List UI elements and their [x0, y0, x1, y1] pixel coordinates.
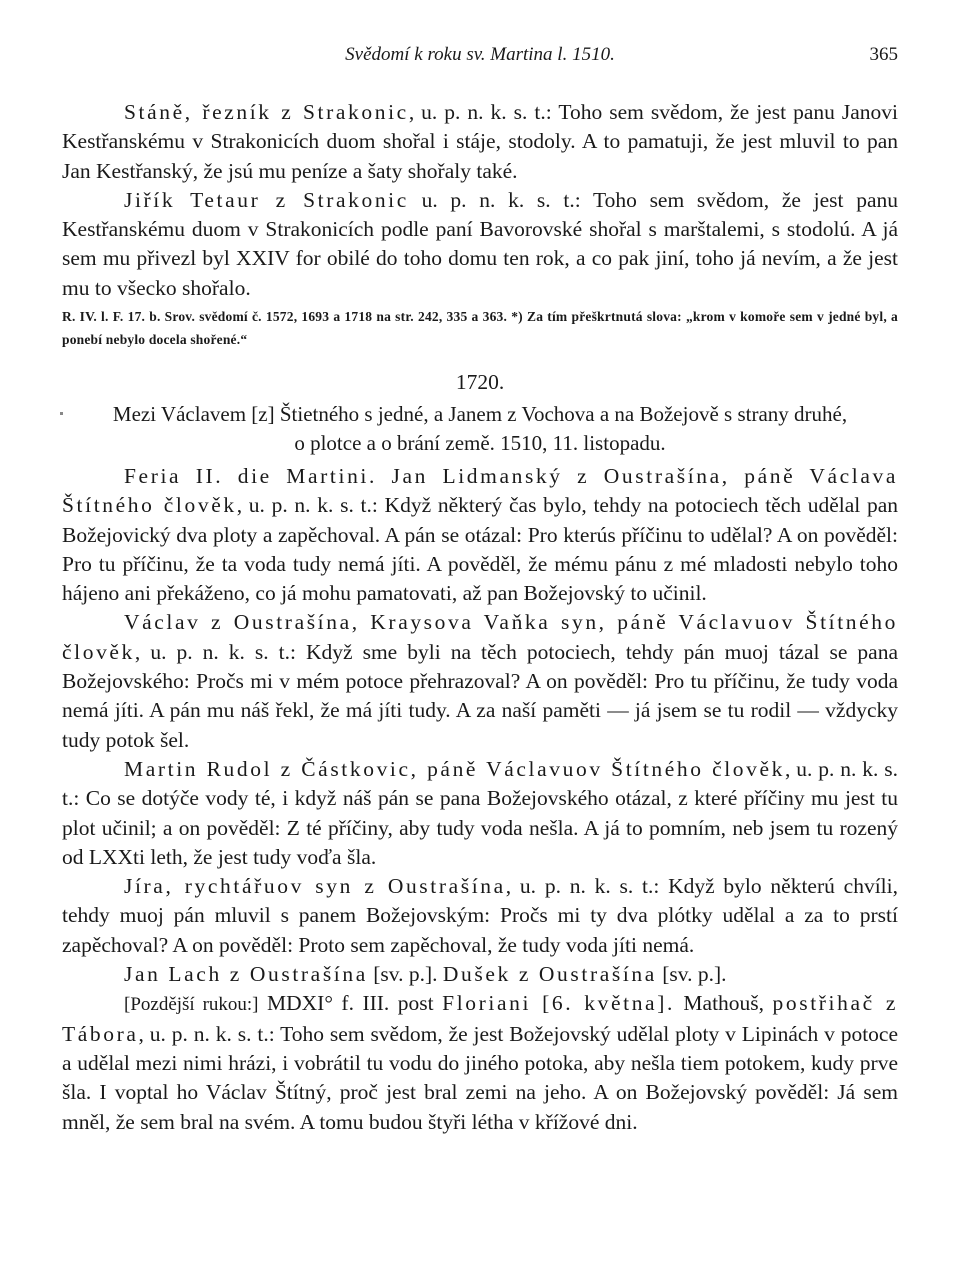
testimony-paragraph: [62, 186, 898, 303]
witness-name: Martin Rudol z Částkovic, páně Václavuov Štítného člověk: [124, 756, 785, 781]
testimony-paragraph: [62, 608, 898, 754]
testimony-paragraph: [62, 462, 898, 608]
witness-name: Jiřík Tetaur z Strakonic: [124, 187, 409, 212]
running-title: Svědomí k roku sv. Martina l. 1510.: [345, 44, 615, 65]
testimony-paragraph: [62, 872, 898, 960]
witness-name: Jan Lach z Oustrašína: [124, 962, 368, 987]
witness-name: Jíra, rychtářuov syn z Oustrašína: [124, 874, 506, 899]
page-number: 365: [869, 44, 898, 65]
testimony-text: , u. p. n. k. s. t.: Toho sem svědom, že jest Božejovský udělal ploty v Lipinách v potoce a udělal mezi nimi hrázi, i vobrátil tu vodu do jiného potoka, aby nešla tiem potokem, kudy prve šla. I voptal ho Václav Štítný, proč jest bral zemi na jeho. A on Božejovský pověděl: Já sem mněl, že sem bral na svém. A tomu budou štyři létha v křížové dni.: [62, 1021, 898, 1134]
regest-line: Mezi Václavem [z] Štietného s jedné, a Janem z Vochova a na Božejově s strany druhé,: [112, 402, 848, 426]
feast-date: Floriani [6. května].: [442, 991, 675, 1016]
testimony-text: , u. p. n. k. s. t.: Když sme byli na těch potociech, tehdy pán muoj tázal se pana Božejovského: Pročs mi v mém potoce přehrazoval? A on pověděl: Pro tu příčinu, že tudy voda nemá jíti. A pán mu náš řekl, že má jíti tudy. A za naší paměti — já jsem se tu rodil — vždycky tudy potok šel.: [62, 639, 898, 752]
testimony-paragraph: [62, 989, 898, 1136]
testimony-paragraph: [62, 755, 898, 872]
document-number: 1720.: [455, 370, 505, 394]
testimony-text: u. p. n. k. s. t.: Toho sem svědom, že jest panu Kestřanskému duom v Strakonicích podle paní Bavorovské shořal s marštalemi, s stodolú. A já sem mu přivezl byl XXIV for obilé do toho domu ten rok, a co pak jiní, toho já nevím, a že jest mu to všecko shořalo.: [62, 187, 898, 300]
witness-tag: [sv. p.].: [656, 962, 727, 987]
testimony-text: , u. p. n. k. s. t.: Když některý čas bylo, tehdy na potociech těch udělal pan Božejovický dva ploty a zapěchoval. A pán se otázal: Pro kterús příčinu to udělal? A on pověděl: Pro tu příčinu, že ta voda tudy nemá jíti. A pověděl, že mému pánu z mé mladosti nebylo toho hájeno ani překáženo, co já mohu pamatovati, až pan Božejovský to učinil.: [62, 493, 898, 606]
footnotes: [62, 305, 898, 351]
witness-name: Stáně, řezník z Strakonic: [124, 100, 409, 124]
witness-name: Václav z Oustrašína, Kraysova Vaňka syn, páně Václavuov Štítného člověk: [62, 610, 898, 664]
witness-name: Dušek z Oustrašína: [442, 962, 657, 987]
witnesses-line: [62, 960, 898, 989]
regest-line: o plotce a o brání země. 1510, 11. listopadu.: [294, 430, 666, 455]
witness-tag: [sv. p.].: [367, 962, 443, 987]
date-text: MDXI° f. III. post: [258, 991, 443, 1016]
date-and-witness: Feria II. die Martini. Jan Lidmanský z Oustrašína, páně Václava Štítného člověk: [62, 464, 898, 518]
witness-name: postřihač z Tábora: [62, 991, 898, 1046]
top-testimonies: [62, 98, 898, 303]
testimony-text: , u. p. n. k. s. t.: Když bylo některú chvíli, tehdy muoj pán mluvil s panem Božejovským: Pročs mi ty dva plótky udělal a za to prstí zapěchoval? A on pověděl: Proto sem zapěchoval, že tudy voda jíti nemá.: [62, 874, 898, 957]
later-hand-note: [Pozdější rukou:]: [124, 994, 259, 1016]
document-regest: [62, 400, 898, 457]
document-body: [62, 462, 898, 1137]
page-header: [62, 44, 898, 74]
testimony-text: , u. p. n. k. s. t.: Co se dotýče vody té, i když náš pán se pana Božejovského otázal, z které příčiny mu jest tu plot učinil; a on pověděl: Z té příčiny, aby tudy voda nešla. A já to pomním, neb jsem tu rozený od LXXti leth, že jest tudy voďa šla.: [62, 756, 898, 869]
testimony-paragraph: [62, 98, 898, 186]
testimony-text: , u. p. n. k. s. t.: Toho sem svědom, že jest panu Janovi Kestřanskému v Strakonicích duom shořal i stáje, stodoly. A to pamatuji, že jest mluvil to pan Jan Kestřanský, že jsú mu peníze a šaty shořaly také.: [62, 100, 898, 183]
witness-first-name: Mathouš,: [674, 991, 773, 1016]
source-notes: R. IV. l. F. 17. b. Srov. svědomí č. 1572, 1693 a 1718 na str. 242, 335 a 363. *) Za tím přeškrtnutá slova: „krom v komoře sem v jedné byl, a ponebí nebylo docela shořené.“: [62, 309, 898, 347]
